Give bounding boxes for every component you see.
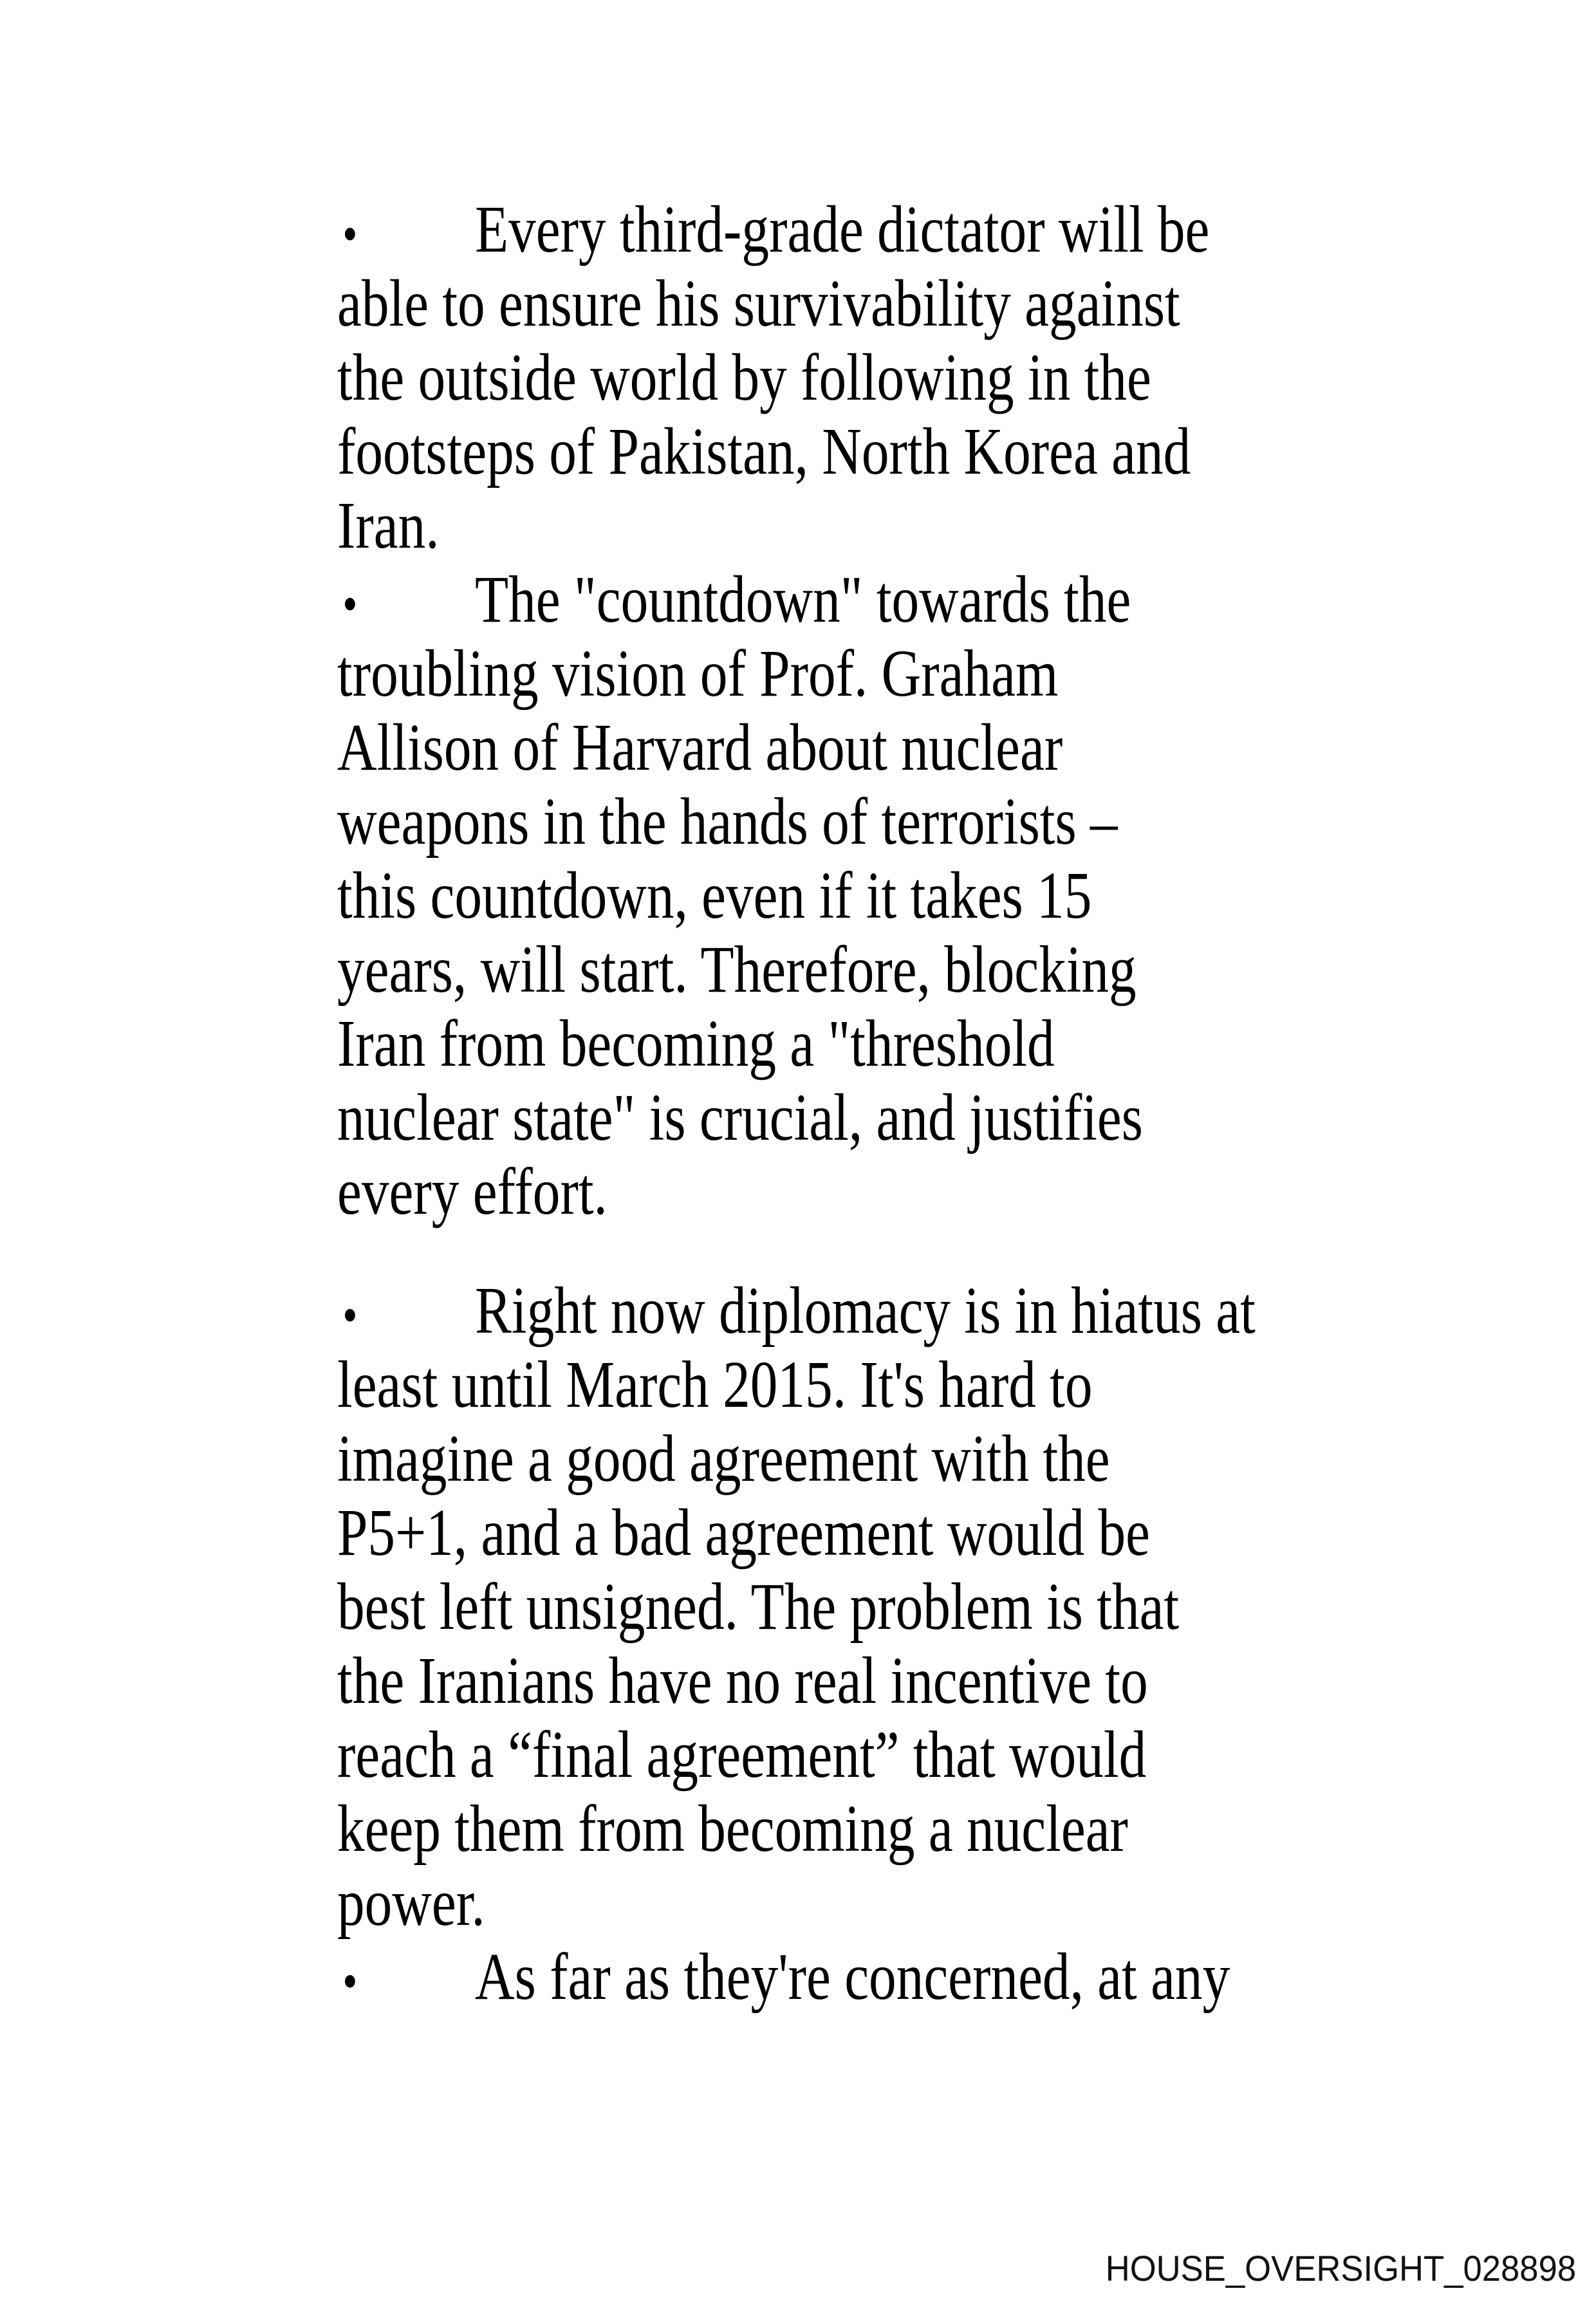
paragraph-line-text: the Iranians have no real incentive to xyxy=(337,1644,1148,1718)
paragraph-line-text: the outside world by following in the xyxy=(337,340,1151,414)
paragraph-line-text: reach a “final agreement” that would xyxy=(337,1718,1147,1792)
paragraph-line-text: this countdown, even if it takes 15 xyxy=(337,859,1092,933)
memo-bullet-list xyxy=(337,192,1393,2014)
paragraph-line-text: Every third-grade dictator will be xyxy=(475,192,1210,266)
bullet-paragraph xyxy=(337,562,1393,1229)
paragraph-line-text: As far as they're concerned, at any xyxy=(475,1940,1230,2014)
paragraph-first-line xyxy=(337,1274,1393,1348)
paragraph-line-text: The "countdown" towards the xyxy=(475,562,1131,636)
paragraph-line-text: Iran. xyxy=(337,488,440,562)
paragraph-line-text: imagine a good agreement with the xyxy=(337,1422,1110,1496)
bullet-icon: • xyxy=(342,1953,358,2010)
paragraph-line-text: troubling vision of Prof. Graham xyxy=(337,636,1059,710)
paragraph-line-text: able to ensure his survivability against xyxy=(337,266,1180,340)
paragraph-line-text: nuclear state" is crucial, and justifies xyxy=(337,1081,1143,1155)
bates-number: HOUSE_OVERSIGHT_028898 xyxy=(1105,2248,1576,2288)
paragraph-first-line xyxy=(337,562,1393,636)
paragraph-line-text: weapons in the hands of terrorists – xyxy=(337,784,1118,859)
paragraph-first-line xyxy=(337,1940,1393,2014)
paragraph-line-text: Right now diplomacy is in hiatus at xyxy=(475,1274,1256,1348)
bullet-icon: • xyxy=(342,575,358,633)
bullet-paragraph xyxy=(337,1940,1393,2014)
paragraph-line-text: keep them from becoming a nuclear xyxy=(337,1792,1128,1866)
bullet-icon: • xyxy=(342,1286,358,1344)
bullet-paragraph xyxy=(337,192,1393,562)
paragraph-line-text: footsteps of Pakistan, North Korea and xyxy=(337,414,1191,488)
paragraph-line-text: years, will start. Therefore, blocking xyxy=(337,933,1137,1007)
bullet-icon: • xyxy=(342,205,358,263)
paragraph-line-text: every effort. xyxy=(337,1155,608,1229)
paragraph-first-line xyxy=(337,192,1393,266)
paragraph-line-text: best left unsigned. The problem is that xyxy=(337,1570,1180,1644)
paragraph-line-text: P5+1, and a bad agreement would be xyxy=(337,1496,1150,1570)
bullet-paragraph xyxy=(337,1274,1393,1940)
paragraph-line-text: least until March 2015. It's hard to xyxy=(337,1348,1093,1422)
paragraph-line-text: power. xyxy=(337,1866,485,1940)
paragraph-line-text: Iran from becoming a "threshold xyxy=(337,1007,1055,1081)
paragraph-line-text: Allison of Harvard about nuclear xyxy=(337,710,1063,784)
